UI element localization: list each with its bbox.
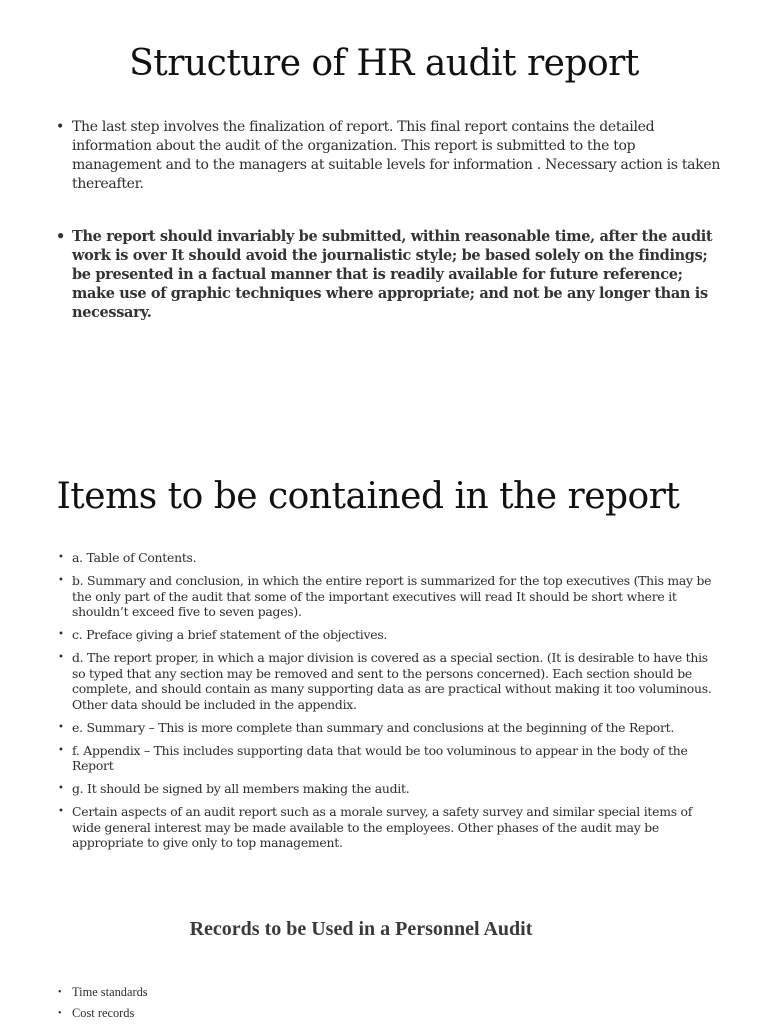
bullet-icon: •	[58, 721, 64, 733]
bullet-icon: •	[58, 629, 64, 640]
list-item-text: f. Appendix – This includes supporting data that would be too voluminous to appear in the body of the Report	[72, 742, 688, 773]
list-item	[58, 781, 718, 797]
list-item-text: Time standards	[72, 985, 148, 999]
section-title-hr-audit-report: Structure of HR audit report	[129, 43, 639, 84]
list-item	[58, 573, 718, 620]
list-item-text: The report should invariably be submitted, within reasonable time, after the audit work is over It should avoid the journalistic style; be based solely on the findings; be presented in a factual manner that is readily available for future reference; make use of graphic techniques where appropriate; and not be any longer than is necessary.	[72, 228, 713, 321]
bullet-icon: •	[58, 652, 64, 663]
bullet-icon: •	[58, 806, 64, 817]
list-item-text: b. Summary and conclusion, in which the entire report is summarized for the top executives (This may be the only part of the audit that some of the important executives will read It should be short where it shouldn’t exceed five to seven pages).	[72, 573, 712, 619]
list-item-text: e. Summary – This is more complete than summary and conclusions at the beginning of the Report.	[72, 719, 675, 735]
bullet-icon: •	[58, 783, 64, 794]
list-item	[58, 719, 718, 736]
bullet-icon: •	[58, 1008, 62, 1019]
list-item	[56, 118, 722, 194]
list-item-text: a. Table of Contents.	[72, 550, 197, 565]
list-item	[58, 982, 472, 1003]
list-item	[56, 227, 722, 322]
list-item	[58, 650, 718, 712]
bullet-icon: •	[58, 987, 62, 998]
report-items-list	[58, 550, 718, 858]
list-item	[58, 627, 718, 643]
hr-audit-report-list	[56, 118, 722, 322]
list-item-text: The last step involves the finalization of report. This final report contains the detailed information about the audit of the organization. This report is submitted to the top management and to the managers at suitable levels for information . Necessary action is taken thereafter.	[72, 119, 721, 192]
bullet-icon: •	[58, 744, 64, 756]
list-item-text: Cost records	[72, 1006, 135, 1020]
section-title-records-personnel-audit: Records to be Used in a Personnel Audit	[189, 918, 533, 940]
section-title-items-in-report: Items to be contained in the report	[56, 476, 680, 517]
list-item-text: Certain aspects of an audit report such as a morale survey, a safety survey and similar special items of wide general interest may be made available to the employees. Other phases of the audit may be appropriate to give only to top management.	[72, 804, 693, 850]
bullet-icon: •	[56, 228, 65, 245]
list-item-text: d. The report proper, in which a major division is covered as a special section. (It is desirable to have this so typed that any section may be removed and sent to the persons concerned). Each section should be complete, and should contain as many supporting data as are practical without making it too voluminous. Other data should be included in the appendix.	[72, 650, 712, 712]
list-item	[58, 804, 718, 851]
list-item	[58, 1003, 472, 1024]
list-item	[58, 742, 718, 774]
list-item	[58, 550, 718, 566]
records-list	[58, 982, 472, 1024]
list-item-text: c. Preface giving a brief statement of the objectives.	[72, 627, 388, 642]
list-item-text: g. It should be signed by all members making the audit.	[72, 781, 410, 796]
bullet-icon: •	[58, 575, 64, 586]
bullet-icon: •	[56, 119, 64, 135]
bullet-icon: •	[58, 552, 64, 563]
